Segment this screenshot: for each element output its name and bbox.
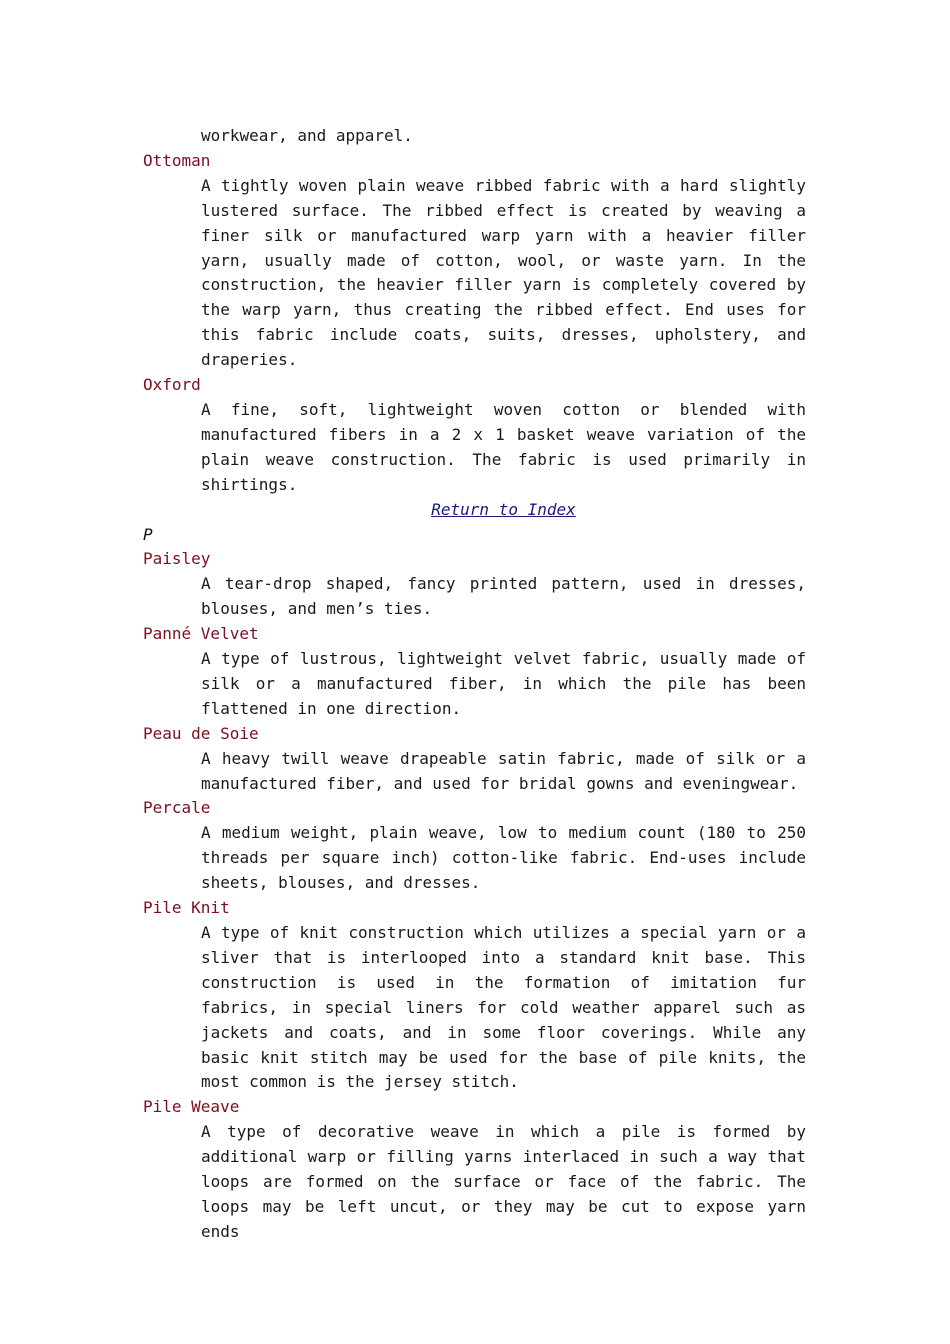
term-paisley: Paisley (143, 549, 211, 569)
glossary-entry-paisley (143, 547, 806, 622)
term-panne-velvet: Panné Velvet (143, 624, 259, 644)
term-peau-de-soie: Peau de Soie (143, 723, 259, 743)
term-pile-weave: Pile Weave (143, 1097, 240, 1117)
glossary-entry-panne-velvet (143, 622, 806, 722)
definition-paisley: A tear-drop shaped, fancy printed pattern, used in dresses, blouses, and men’s ties. (201, 574, 806, 619)
definition-ottoman: A tightly woven plain weave ribbed fabric with a hard slightly lustered surface. The ribbed effect is created by weaving a finer silk or manufactured warp yarn with a heavier filler yarn, usually made of cotton, wool, or waste yarn. In the construction, the heavier filler yarn is completely covered by the warp yarn, thus creating the ribbed effect. End uses for this fabric include coats, suits, dresses, upholstery, and draperies. (201, 175, 806, 370)
term-percale: Percale (143, 798, 211, 818)
glossary-entry-ottoman (143, 149, 806, 373)
definition-pile-knit: A type of knit construction which utilizes a special yarn or a sliver that is interlooped into a standard knit base. This construction is used in the formation of imitation fur fabrics, in special liners for cold weather apparel such as jackets and coats, and in some floor coverings. While any basic knit stitch may be used for the base of pile knits, the most common is the jersey stitch. (201, 923, 806, 1092)
term-pile-knit: Pile Knit (143, 898, 230, 918)
glossary-entry-peau-de-soie (143, 722, 806, 797)
glossary-page (143, 124, 806, 1245)
definition-peau-de-soie: A heavy twill weave drapeable satin fabric, made of silk or a manufactured fiber, and used for bridal gowns and eveningwear. (201, 748, 806, 793)
return-to-index-link[interactable]: Return to Index (431, 499, 576, 519)
glossary-entry-pile-knit (143, 896, 806, 1095)
definition-oxford: A fine, soft, lightweight woven cotton or blended with manufactured fibers in a 2 x 1 basket weave variation of the plain weave construction. The fabric is used primarily in shirtings. (201, 399, 806, 494)
glossary-entry-oxford (143, 373, 806, 498)
term-ottoman: Ottoman (143, 150, 211, 170)
definition-percale: A medium weight, plain weave, low to medium count (180 to 250 threads per square inch) cotton-like fabric. End-uses include sheets, blouses, and dresses. (201, 823, 806, 893)
section-letter: P (143, 524, 153, 544)
glossary-entry-pile-weave (143, 1095, 806, 1244)
continuation-text: workwear, and apparel. (201, 126, 413, 145)
definition-pile-weave: A type of decorative weave in which a pile is formed by additional warp or filling yarns interlaced in such a way that loops are formed on the surface or face of the fabric. The loops may be left uncut, or they may be cut to expose yarn ends (201, 1122, 806, 1241)
glossary-entry-percale (143, 796, 806, 896)
return-to-index-row (143, 498, 806, 523)
definition-panne-velvet: A type of lustrous, lightweight velvet fabric, usually made of silk or a manufactured fiber, in which the pile has been flattened in one direction. (201, 649, 806, 718)
term-oxford: Oxford (143, 375, 201, 395)
